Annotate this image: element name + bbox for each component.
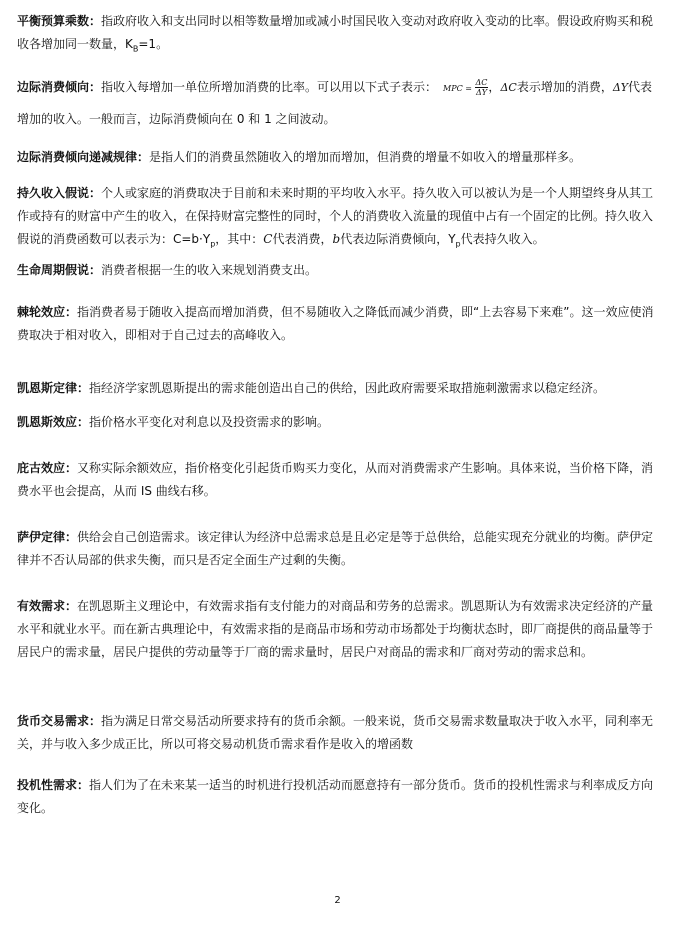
formula-fraction: [475, 78, 489, 97]
term: 凯恩斯定律：: [17, 381, 90, 395]
term: 萨伊定律：: [17, 530, 78, 544]
definition: 个人或家庭的消费取决于目前和未来时期的平均收入水平。持久收入可以被认为是一个人期望终身从其工作或持有的财富中产生的收入，在保持财富完整性的同时，个人的消费收入流量的现值中占有一个固定的比例。持久收入假说的消费函数可以表示为：C=b·Y: [17, 186, 654, 246]
term: 边际消费倾向递减规律：: [17, 150, 150, 164]
entry-diminishing-mpc-law: [17, 146, 659, 169]
entry-speculative-demand: [17, 774, 659, 820]
term: 生命周期假说：: [17, 263, 102, 277]
entry-balanced-budget-multiplier: [17, 10, 659, 60]
definition: 指经济学家凯恩斯提出的需求能创造出自己的供给，因此政府需要采取措施刺激需求以稳定经济。: [89, 381, 606, 395]
fraction-denominator: ΔY: [475, 88, 487, 97]
formula-mpc: MPC =: [443, 84, 475, 93]
definition: 指消费者易于随收入提高而增加消费，但不易随收入之降低而减少消费，即“上去容易下来难”。这一效应使消费取决于相对收入，即相对于自己过去的高峰收入。: [17, 305, 654, 342]
definition-b: 代表边际消费倾向，Y: [340, 232, 456, 246]
symbol-delta-y: ΔY: [612, 81, 629, 94]
term: 投机性需求：: [17, 778, 90, 792]
entry-life-cycle-hypothesis: [17, 259, 659, 282]
symbol-delta-c: ΔC: [500, 81, 517, 94]
definition: 指人们为了在未来某一适当的时机进行投机活动而愿意持有一部分货币。货币的投机性需求与利率成反方向变化。: [17, 778, 654, 815]
definition: 消费者根据一生的收入来规划消费支出。: [101, 263, 318, 277]
definition: 指为满足日常交易活动所要求持有的货币余额。一般来说，货币交易需求数量取决于收入水平，同利率无关，并与收入多少成正比，所以可将交易动机货币需求看作是收入的增函数: [17, 714, 654, 751]
entry-permanent-income-hypothesis: [17, 182, 659, 255]
entry-keynes-law: [17, 377, 659, 400]
definition: 在凯恩斯主义理论中，有效需求指有支付能力的对商品和劳务的总需求。凯恩斯认为有效需求决定经济的产量水平和就业水平。而在新古典理论中，有效需求指的是商品市场和劳动市场都处于均衡状态时，即厂商提供的商品量等于居民户的需求量，居民户提供的劳动量等于厂商的需求量时，居民户对商品的需求和厂商对劳动的需求总和。: [17, 599, 654, 659]
definition-c: 代表消费，: [272, 232, 333, 246]
symbol-c: C: [263, 232, 273, 246]
term: 有效需求：: [17, 599, 78, 613]
subscript-p: p: [210, 239, 216, 249]
entry-says-law: [17, 526, 659, 572]
entry-pigou-effect: [17, 457, 659, 503]
page-number: 2: [334, 895, 341, 906]
definition: 是指人们的消费虽然随收入的增加而增加，但消费的增量不如收入的增量那样多。: [149, 150, 582, 164]
definition: 指价格水平变化对利息以及投资需求的影响。: [89, 415, 330, 429]
subscript: B: [132, 44, 139, 54]
definition-comma: ，: [488, 80, 501, 94]
definition-where: ，其中：: [215, 232, 264, 246]
fraction-numerator: ΔC: [475, 78, 488, 87]
subscript-p2: p: [455, 239, 461, 249]
term: 凯恩斯效应：: [17, 415, 90, 429]
term: 持久收入假说：: [17, 186, 102, 200]
definition: 供给会自己创造需求。该定律认为经济中总需求总是且必定是等于总供给，总能实现充分就业的均衡。萨伊定律并不否认局部的供求失衡，而只是否定全面生产过剩的失衡。: [17, 530, 654, 567]
entry-marginal-propensity-to-consume: [17, 72, 659, 135]
definition-y: 代表增加的收入。一般而言，边际消费倾向在 0 和 1 之间波动。: [17, 80, 653, 126]
entry-effective-demand: [17, 595, 659, 664]
definition-y: 代表持久收入。: [460, 232, 545, 246]
symbol-b: b: [332, 232, 341, 246]
term: 棘轮效应：: [17, 305, 78, 319]
entry-transaction-demand-for-money: [17, 710, 659, 756]
definition-c: 表示增加的消费，: [516, 80, 613, 94]
definition: 指政府收入和支出同时以相等数量增加或减小时国民收入变动对政府收入变动的比率。假设政府购买和税收各增加同一数量，K: [17, 14, 654, 51]
term: 边际消费倾向：: [17, 80, 102, 94]
entry-ratchet-effect: [17, 301, 659, 347]
term: 平衡预算乘数：: [17, 14, 102, 28]
term: 货币交易需求：: [17, 714, 102, 728]
definition: 又称实际余额效应，指价格变化引起货币购买力变化，从而对消费需求产生影响。具体来说，当价格下降，消费水平也会提高，从而 IS 曲线右移。: [17, 461, 654, 498]
definition-end: =1。: [138, 37, 169, 51]
definition: 指收入每增加一单位所增加消费的比率。可以用以下式子表示：: [101, 80, 438, 94]
term: 庇古效应：: [17, 461, 78, 475]
entry-keynes-effect: [17, 411, 659, 434]
